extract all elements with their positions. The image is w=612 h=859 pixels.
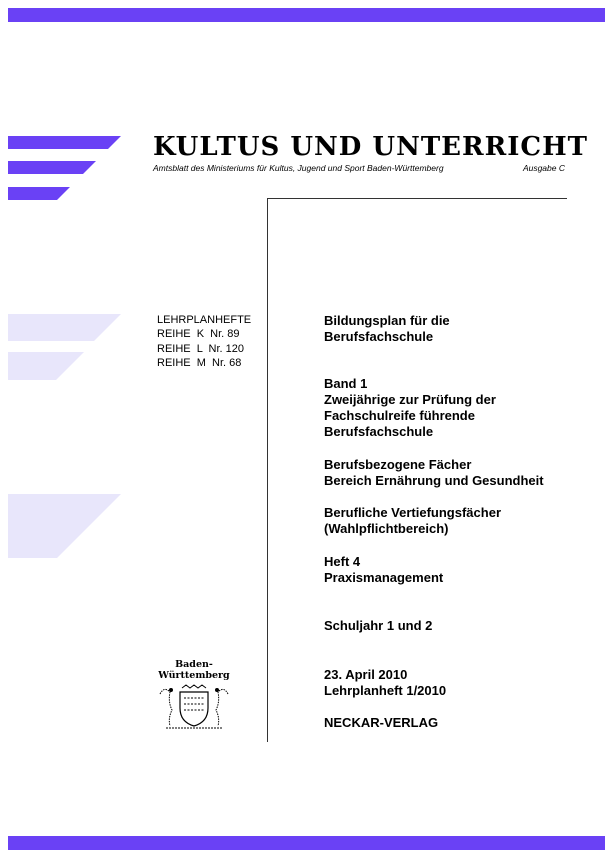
text-line: Bereich Ernährung und Gesundheit — [324, 473, 544, 488]
stripe-solid-2 — [8, 161, 96, 174]
top-bar — [8, 8, 605, 22]
electives-block — [324, 505, 501, 537]
stripe-light-3 — [8, 494, 121, 558]
coat-label-line2: Württemberg — [158, 670, 230, 681]
horizontal-rule — [267, 198, 567, 199]
publisher-name: NECKAR-VERLAG — [324, 715, 439, 730]
text-line: Fachschulreife führende — [324, 408, 475, 423]
date-block — [324, 667, 446, 699]
series-item: REIHE L Nr. 120 — [157, 342, 245, 355]
series-item: REIHE M Nr. 68 — [157, 356, 242, 369]
text-line: Band 1 — [324, 376, 368, 391]
stripe-solid-3 — [8, 187, 70, 200]
vertical-rule — [267, 198, 268, 742]
text-line: Lehrplanheft 1/2010 — [324, 683, 447, 698]
stripe-light-1 — [8, 314, 121, 341]
text-line: Bildungsplan für die — [324, 313, 450, 328]
text-line: Berufsfachschule — [324, 424, 434, 439]
coat-of-arms — [153, 659, 235, 730]
stripe-solid-1 — [8, 136, 121, 149]
coat-of-arms-icon — [156, 684, 232, 730]
text-line: Zweijährige zur Prüfung der — [324, 392, 496, 407]
volume-block — [324, 376, 496, 440]
text-line: Schuljahr 1 und 2 — [324, 618, 433, 633]
series-list — [157, 313, 251, 370]
text-line: Berufsfachschule — [324, 329, 434, 344]
coat-label-line1: Baden- — [175, 659, 213, 670]
text-line: Praxismanagement — [324, 570, 444, 585]
text-line: (Wahlpflichtbereich) — [324, 521, 449, 536]
plan-title-block — [324, 313, 450, 345]
subjects-block — [324, 457, 544, 489]
text-line: Berufsbezogene Fächer — [324, 457, 472, 472]
text-line: 23. April 2010 — [324, 667, 408, 682]
series-item: REIHE K Nr. 89 — [157, 328, 240, 341]
bottom-bar — [8, 836, 605, 850]
edition-label: Ausgabe C — [522, 163, 565, 173]
publisher-block — [324, 715, 438, 731]
school-year-block — [324, 618, 432, 634]
booklet-block — [324, 554, 443, 586]
masthead-title: KULTUS UND UNTERRICHT — [153, 132, 588, 162]
stripe-light-2 — [8, 352, 84, 380]
text-line: Heft 4 — [324, 554, 361, 569]
text-line: Berufliche Vertiefungsfächer — [324, 505, 501, 520]
masthead-subtitle — [153, 163, 565, 173]
subtitle-text: Amtsblatt des Ministeriums für Kultus, Jugend und Sport Baden-Württemberg — [153, 163, 444, 173]
series-heading: LEHRPLANHEFTE — [157, 314, 252, 326]
